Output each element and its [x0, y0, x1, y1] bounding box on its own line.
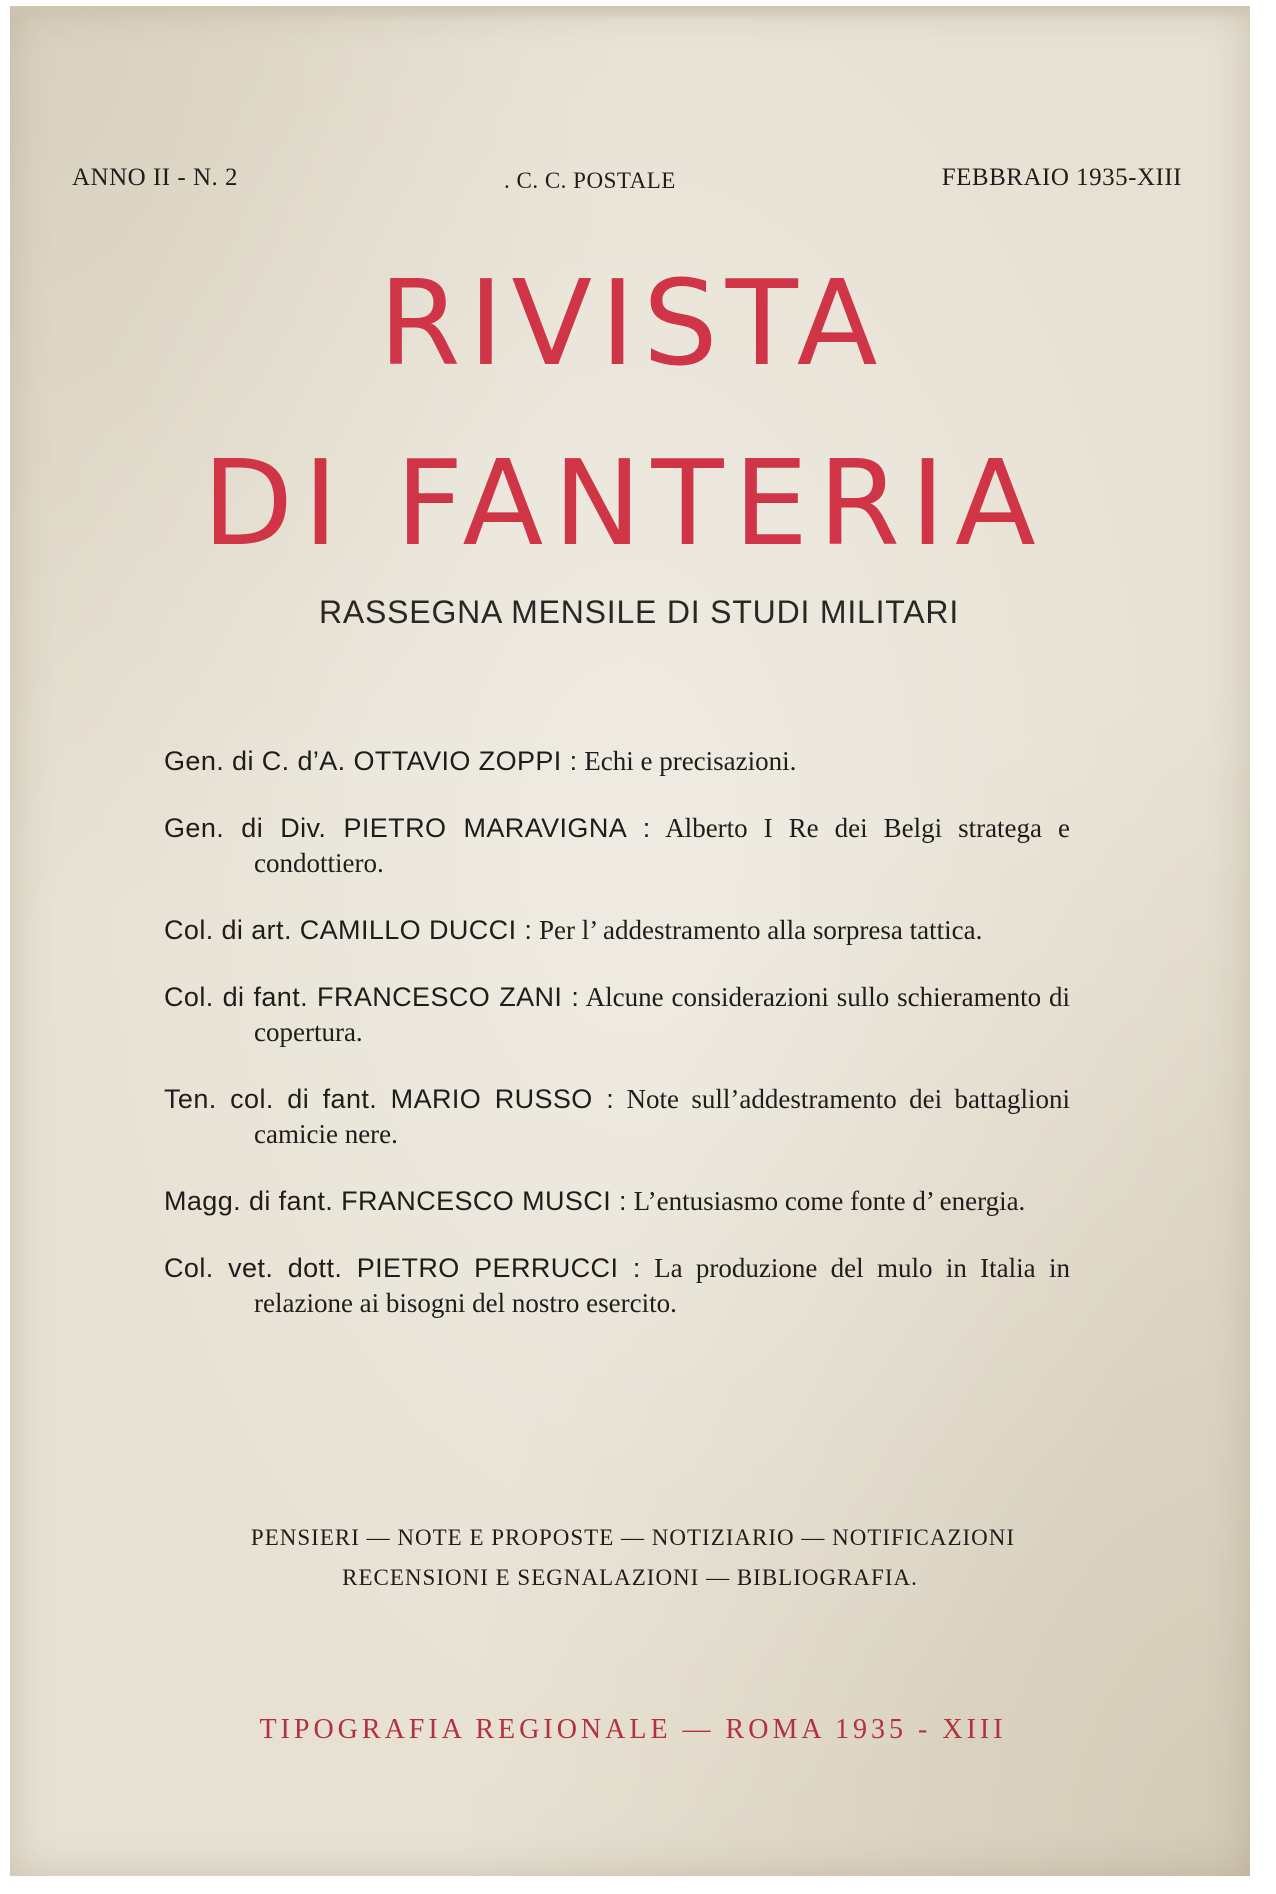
contents-entry [164, 811, 1070, 881]
entry-author: Ten. col. di fant. MARIO RUSSO : [164, 1084, 615, 1114]
contents-entry [164, 980, 1070, 1050]
publisher-footer: TIPOGRAFIA REGIONALE — ROMA 1935 - XIII [259, 1714, 1007, 1745]
entry-title: Echi e precisazioni. [584, 746, 797, 776]
entry-author: Col. vet. dott. PIETRO PERRUCCI : [164, 1253, 641, 1283]
issue-header [62, 164, 1182, 204]
magazine-cover [10, 6, 1250, 1876]
issue-date: FEBBRAIO 1935-XIII [941, 164, 1182, 191]
entry-author: Col. di fant. FRANCESCO ZANI : [164, 982, 580, 1012]
contents-entry [164, 1251, 1070, 1321]
contents-entry [164, 1184, 1070, 1219]
entry-title: Alcune considerazioni sullo schieramento di copertura. [254, 982, 1070, 1047]
entry-author: Col. di art. CAMILLO DUCCI : [164, 915, 533, 945]
entry-title: La produzione del mulo in Italia in relazione ai bisogni del nostro esercito. [254, 1253, 1070, 1318]
subtitle: RASSEGNA MENSILE DI STUDI MILITARI [318, 594, 960, 630]
table-of-contents [164, 744, 1070, 1353]
contents-entry [164, 1082, 1070, 1152]
contents-entry [164, 913, 1070, 948]
sections-list [10, 1518, 1250, 1598]
entry-title: L’entusiasmo come fonte d’ energia. [633, 1186, 1026, 1216]
entry-author: Magg. di fant. FRANCESCO MUSCI : [164, 1186, 627, 1216]
sections-line-1: PENSIERI — NOTE E PROPOSTE — NOTIZIARIO — NOTIFICAZIONI [250, 1525, 1016, 1550]
entry-title: Per l’ addestramento alla sorpresa tattica. [539, 915, 983, 945]
contents-entry [164, 744, 1070, 779]
paper-edge [10, 6, 1250, 20]
issue-number: ANNO II - N. 2 [72, 164, 238, 191]
entry-author: Gen. di Div. PIETRO MARAVIGNA : [164, 813, 651, 843]
entry-author: Gen. di C. d’A. OTTAVIO ZOPPI : [164, 746, 578, 776]
title-line-1: RIVISTA [378, 254, 886, 392]
postal-note: . C. C. POSTALE [504, 168, 676, 193]
entry-title: Note sull’addestramento dei battaglioni camicie nere. [254, 1084, 1071, 1149]
sections-line-2: RECENSIONI E SEGNALAZIONI — BIBLIOGRAFIA. [342, 1565, 918, 1590]
entry-title: Alberto I Re dei Belgi stratega e condottiero. [254, 813, 1070, 878]
title-line-2: DI FANTERIA [202, 434, 1046, 572]
